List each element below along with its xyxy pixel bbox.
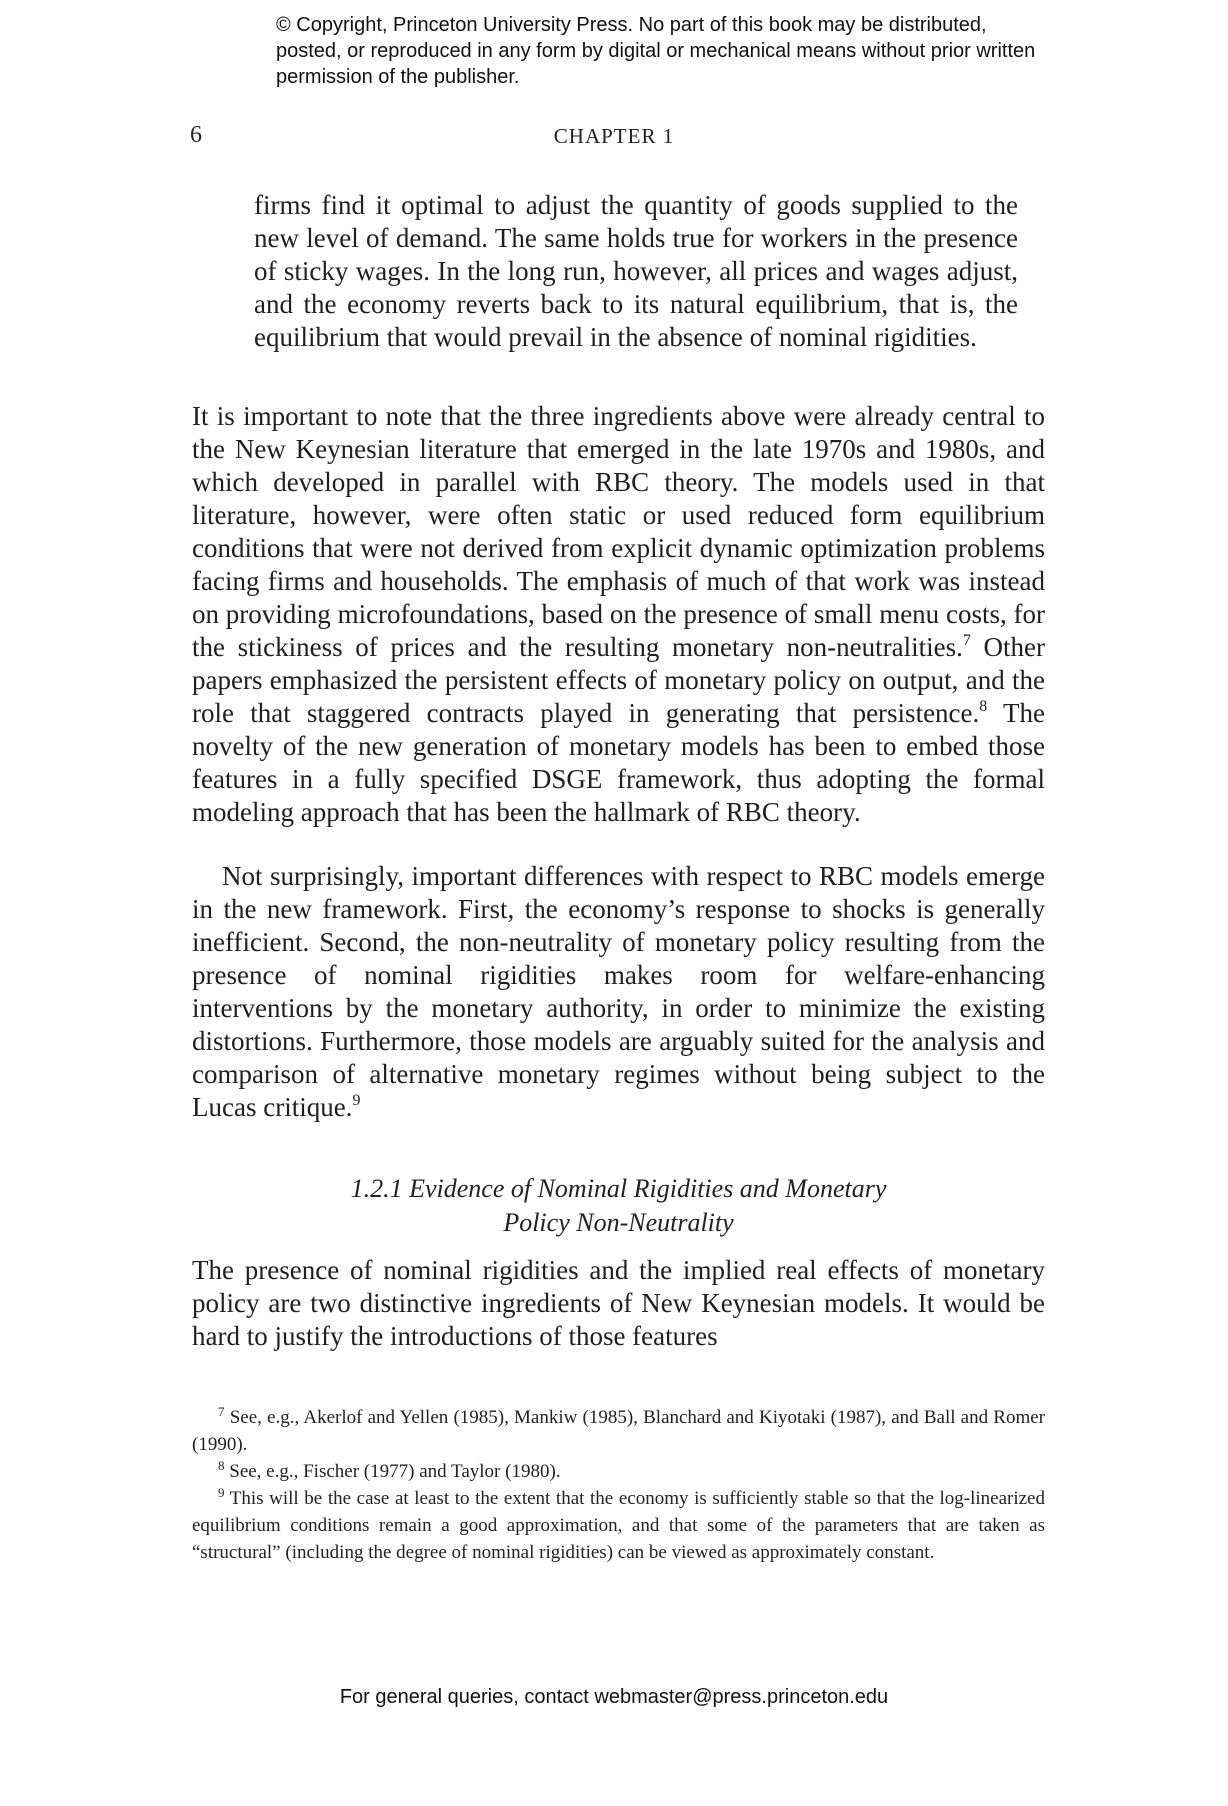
paragraph-text: It is important to note that the three ingredients above were already central to the New Keynesian literature that emerged in the late 1970s and 1980s, and which developed in parallel with RBC theory. The models used in that literature, however, were often static or used reduced form equilibrium conditions that were not derived from explicit dynamic optimization problems facing firms and households. The emphasis of much of that work was instead on providing microfoundations, based on the presence of small menu costs, for the stickiness of prices and the resulting monetary non-neutralities. (192, 401, 1045, 662)
paragraph-evidence-intro: The presence of nominal rigidities and the implied real effects of monetary policy are two distinctive ingredients of New Keynesian models. It would be hard to justify the introductions of those features (192, 1255, 1045, 1351)
paragraph-rbc-differences (192, 860, 1045, 1124)
footnote-text: This will be the case at least to the extent that the economy is sufficiently stable so that the log-linearized equilibrium conditions remain a good approximation, and that some of the parameters that are taken as “structural” (including the degree of nominal rigidities) can be viewed as approximately constant. (192, 1488, 1045, 1563)
paragraph-text: Other papers emphasized the persistent effects of monetary policy on output, and the role that staggered contracts played in generating that persistence. (192, 632, 1045, 728)
running-head: CHAPTER 1 (553, 124, 675, 148)
paragraph-new-keynesian-literature (192, 400, 1045, 829)
copyright-notice: © Copyright, Princeton University Press. No part of this book may be distributed, posted, or reproduced in any form by digital or mechanical means without prior written permission of the publisher. (276, 14, 1036, 88)
footer-contact: For general queries, contact webmaster@press.princeton.edu (339, 1686, 889, 1708)
footnotes (192, 1404, 1045, 1566)
footnote-number: 8 (218, 1458, 225, 1473)
paragraph-continued-list-item: firms find it optimal to adjust the quantity of goods supplied to the new level of demand. The same holds true for workers in the presence of sticky wages. In the long run, however, all prices and wages adjust, and the economy reverts back to its natural equilibrium, that is, the equilibrium that would prevail in the absence of nominal rigidities. (254, 190, 1018, 352)
section-heading (192, 1172, 1045, 1240)
section-heading-line: 1.2.1 Evidence of Nominal Rigidities and Monetary (350, 1174, 887, 1203)
footnote-ref-8[interactable]: 8 (979, 698, 988, 715)
footnote-ref-9[interactable]: 9 (352, 1092, 361, 1109)
footnote-9 (192, 1485, 1045, 1566)
section-heading-line: Policy Non-Neutrality (503, 1208, 734, 1237)
page-number: 6 (190, 122, 202, 148)
footnote-text: See, e.g., Akerlof and Yellen (1985), Mankiw (1985), Blanchard and Kiyotaki (1987), and Ball and Romer (1990). (192, 1407, 1045, 1455)
paragraph-text: Not surprisingly, important differences with respect to RBC models emerge in the new framework. First, the economy’s response to shocks is generally inefficient. Second, the non-neutrality of monetary policy resulting from the presence of nominal rigidities makes room for welfare-enhancing interventions by the monetary authority, in order to minimize the existing distortions. Furthermore, those models are arguably suited for the analysis and comparison of alternative monetary regimes without being subject to the Lucas critique. (192, 861, 1045, 1122)
footnote-7 (192, 1404, 1045, 1458)
paragraph-text: The novelty of the new generation of monetary models has been to embed those features in a fully specified DSGE framework, thus adopting the formal modeling approach that has been the hallmark of RBC theory. (192, 698, 1045, 827)
footnote-number: 7 (218, 1404, 225, 1419)
footnote-ref-7[interactable]: 7 (962, 632, 971, 649)
footnote-number: 9 (218, 1485, 225, 1500)
footnote-text: See, e.g., Fischer (1977) and Taylor (1980). (229, 1461, 561, 1482)
footnote-8 (192, 1458, 1045, 1485)
